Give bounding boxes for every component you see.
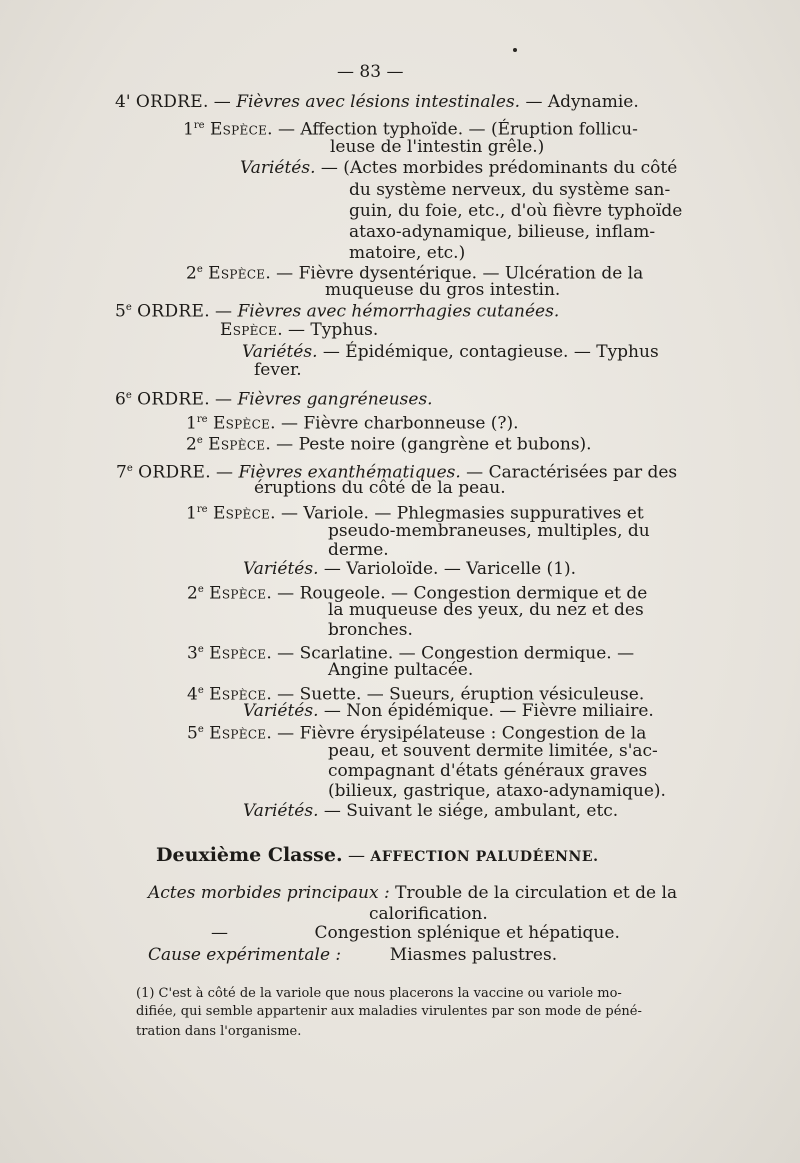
text-line: 3e Espèce. — Scarlatine. — Congestion dermique. — (187, 643, 635, 664)
text-line: (bilieux, gastrique, ataxo-adynamique). (328, 781, 666, 801)
class-heading (156, 845, 599, 867)
text-line: muqueuse du gros intestin. (325, 280, 561, 300)
text-line: matoire, etc.) (349, 243, 466, 263)
text-line: 5e Espèce. — Fièvre érysipélateuse : Congestion de la (187, 723, 647, 744)
page-number: — 83 — (337, 62, 404, 82)
text-line: 6e ORDRE. — Fièvres gangréneuses. (115, 389, 433, 410)
text-line: 7e ORDRE. — Fièvres exanthématiques. — Caractérisées par des (116, 462, 678, 483)
text-line: bronches. (328, 620, 413, 640)
text-line: 1re Espèce. — Fièvre charbonneuse (?). (186, 413, 519, 434)
text-line: peau, et souvent dermite limitée, s'ac- (328, 741, 658, 761)
text-line: 2e Espèce. — Peste noire (gangrène et bubons). (186, 434, 592, 455)
text-line: 4' ORDRE. — Fièvres avec lésions intestinales. — Adynamie. (115, 92, 639, 112)
text-line: Angine pultacée. (328, 660, 474, 680)
text-line: fever. (254, 360, 302, 380)
text-line: la muqueuse des yeux, du nez et des (328, 600, 644, 620)
text-line: Cause expérimentale : Miasmes palustres. (148, 945, 558, 965)
text-line: éruptions du côté de la peau. (254, 478, 506, 498)
text-line: Actes morbides principaux : Trouble de la circulation et de la (148, 883, 678, 903)
text-line: Espèce. — Typhus. (220, 320, 379, 340)
footnote-line: tration dans l'organisme. (136, 1024, 302, 1039)
footnote-line: difiée, qui semble appartenir aux maladies virulentes par son mode de péné- (136, 1004, 642, 1019)
text-line: 2e Espèce. — Rougeole. — Congestion dermique et de (187, 583, 648, 604)
text-line: calorification. (369, 904, 488, 924)
text-line: 5e ORDRE. — Fièvres avec hémorrhagies cutanées. (115, 301, 560, 322)
text-line: — Congestion splénique et hépatique. (211, 923, 620, 943)
text-line: leuse de l'intestin grêle.) (330, 137, 545, 157)
text-line: Variétés. — Épidémique, contagieuse. — Typhus (242, 342, 659, 362)
text-line: guin, du foie, etc., d'où fièvre typhoïde (349, 201, 683, 221)
text-line: Variétés. — Varioloïde. — Varicelle (1). (243, 559, 577, 579)
text-line: 1re Espèce. — Affection typhoïde. — (Éruption follicu- (183, 119, 638, 140)
class-title: Deuxième Classe. (156, 844, 343, 866)
class-dash: — (347, 846, 365, 866)
text-line: ataxo-adynamique, bilieuse, inflam- (349, 222, 656, 242)
text-line: 1re Espèce. — Variole. — Phlegmasies suppuratives et (186, 503, 644, 524)
text-line: 2e Espèce. — Fièvre dysentérique. — Ulcération de la (186, 263, 644, 284)
ink-speck (513, 48, 517, 52)
text-line: derme. (328, 540, 389, 560)
text-line: Variétés. — Non épidémique. — Fièvre miliaire. (243, 701, 654, 721)
text-line: 4e Espèce. — Suette. — Sueurs, éruption vésiculeuse. (187, 684, 645, 705)
text-line: Variétés. — (Actes morbides prédominants du côté (240, 158, 678, 178)
text-line: pseudo-membraneuses, multiples, du (328, 521, 650, 541)
footnote-line: (1) C'est à côté de la variole que nous placerons la vaccine ou variole mo- (136, 986, 622, 1001)
class-subtitle: AFFECTION PALUDÉENNE. (370, 849, 599, 865)
text-line: compagnant d'états généraux graves (328, 761, 648, 781)
text-line: Variétés. — Suivant le siége, ambulant, etc. (243, 801, 619, 821)
text-line: du système nerveux, du système san- (349, 180, 671, 200)
